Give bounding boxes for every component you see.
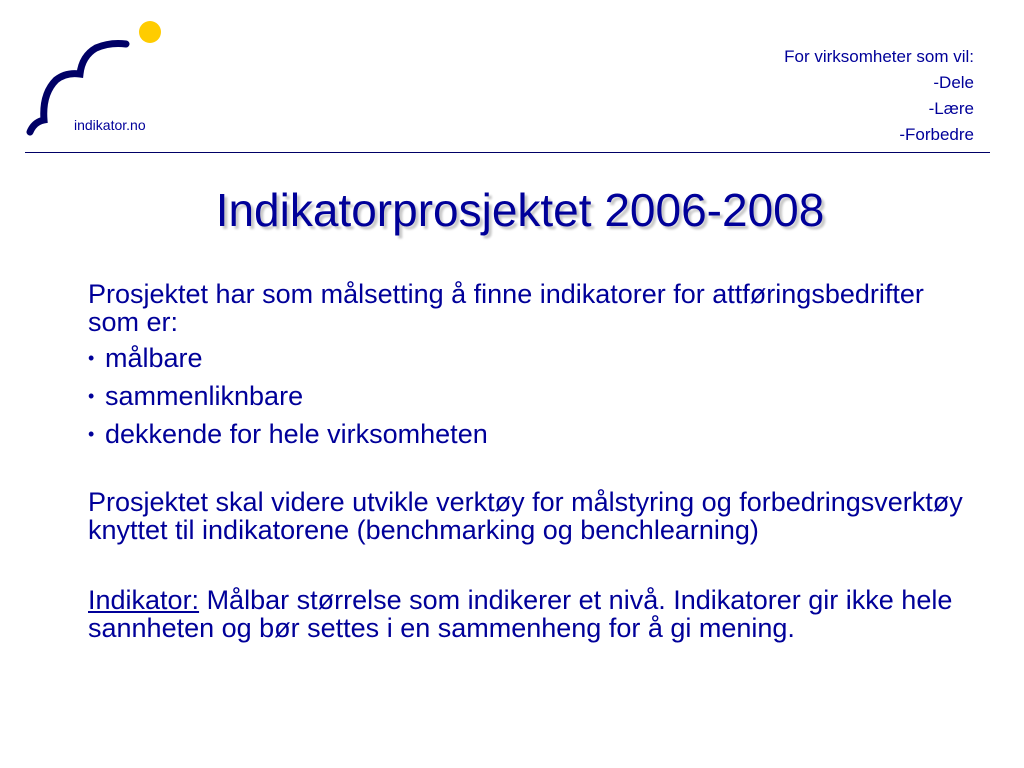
list-item <box>88 420 978 448</box>
list-item <box>88 382 978 410</box>
definition-term: Indikator: <box>88 585 200 615</box>
tagline-line: For virksomheter som vil: <box>784 47 974 66</box>
header-divider <box>25 152 990 153</box>
bullet-icon: • <box>88 348 95 368</box>
bullet-text: dekkende for hele virksomheten <box>105 419 488 449</box>
logo <box>22 14 182 144</box>
definition-paragraph <box>88 586 978 642</box>
bullet-text: sammenliknbare <box>105 381 304 411</box>
bullet-icon: • <box>88 424 95 444</box>
bullet-icon: • <box>88 386 95 406</box>
slide-body <box>88 280 978 642</box>
definition-text: Målbar størrelse som indikerer et nivå. Indikatorer gir ikke hele sannheten og bør settes i en sammenheng for å gi mening. <box>88 585 953 643</box>
intro-paragraph: Prosjektet har som målsetting å finne indikatorer for attføringsbedrifter som er: <box>88 279 924 337</box>
tagline-line: -Forbedre <box>899 125 974 144</box>
tagline-line: -Dele <box>933 73 974 92</box>
logo-text: indikator.no <box>74 117 146 133</box>
tagline-line: -Lære <box>928 99 974 118</box>
tools-paragraph: Prosjektet skal videre utvikle verktøy for målstyring og forbedringsverktøy knyttet til indikatorene (benchmarking og benchlearning) <box>88 487 963 545</box>
list-item <box>88 344 978 372</box>
bullet-list <box>88 344 978 448</box>
slide-title: Indikatorprosjektet 2006-2008 <box>215 184 825 236</box>
tagline <box>784 44 974 148</box>
bullet-text: målbare <box>105 343 203 373</box>
